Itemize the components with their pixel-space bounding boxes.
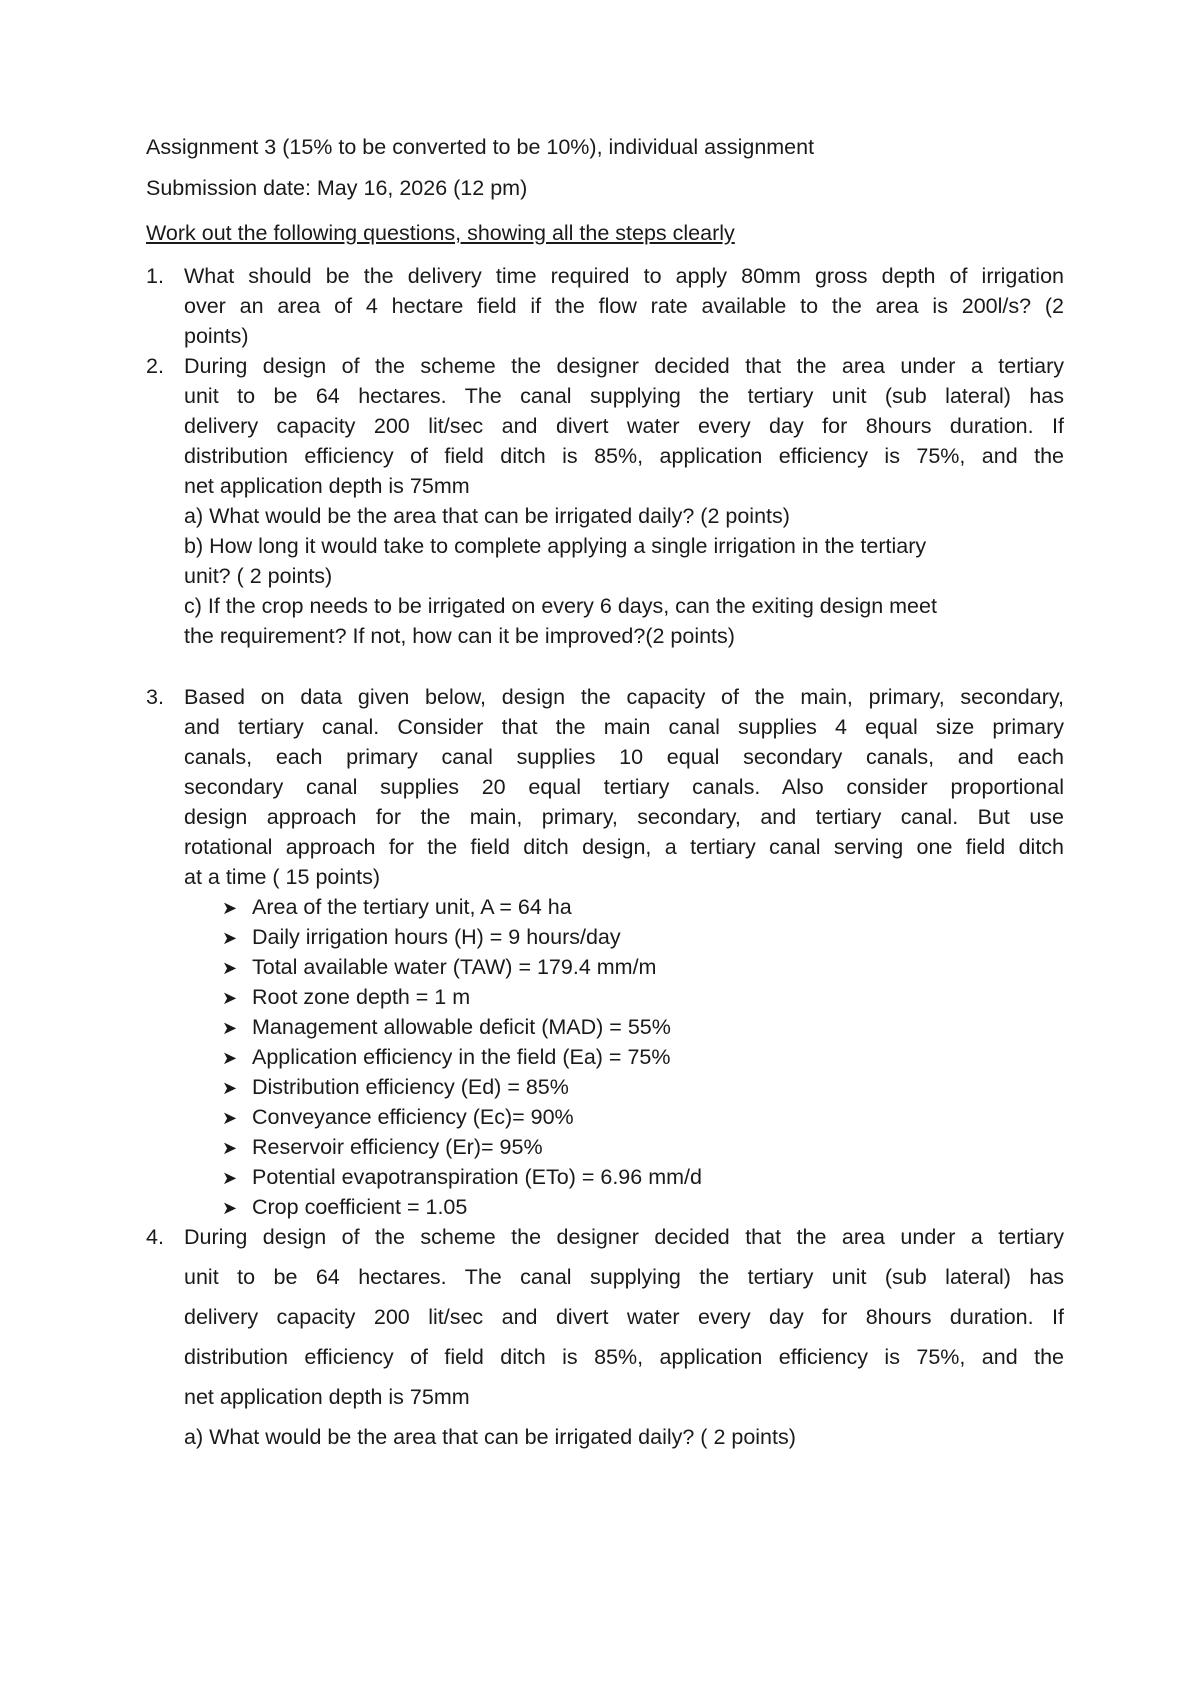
- question-4-line: unit to be 64 hectares. The canal supplying the tertiary unit (sub lateral) has: [184, 1265, 1064, 1289]
- question-3-line: and tertiary canal. Consider that the main canal supplies 4 equal size primary: [184, 715, 1064, 739]
- data-bullet: ➤ Area of the tertiary unit, A = 64 ha: [222, 893, 572, 922]
- question-2a: a) What would be the area that can be irrigated daily? (2 points): [184, 504, 790, 528]
- question-1-line: over an area of 4 hectare field if the flow rate available to the area is 200l/s? (2: [184, 294, 1064, 318]
- question-1-line: points): [184, 324, 249, 348]
- question-4-line: distribution efficiency of field ditch is 85%, application efficiency is 75%, and the: [184, 1345, 1064, 1369]
- data-bullet: ➤ Daily irrigation hours (H) = 9 hours/day: [222, 923, 621, 952]
- arrowhead-bullet-icon: ➤: [222, 1138, 238, 1158]
- arrowhead-bullet-icon: ➤: [222, 898, 238, 918]
- data-bullet: ➤ Root zone depth = 1 m: [222, 983, 470, 1012]
- question-3-line: Based on data given below, design the capacity of the main, primary, secondary,: [184, 685, 1064, 709]
- assignment-title: Assignment 3 (15% to be converted to be 10%), individual assignment: [146, 135, 815, 159]
- data-bullet: ➤ Total available water (TAW) = 179.4 mm/m: [222, 953, 656, 982]
- question-2-line: distribution efficiency of field ditch is 85%, application efficiency is 75%, and the: [184, 444, 1064, 468]
- arrowhead-bullet-icon: ➤: [222, 1048, 238, 1068]
- data-bullet: ➤ Reservoir efficiency (Er)= 95%: [222, 1133, 543, 1162]
- question-1-number: 1.: [146, 264, 164, 288]
- question-2-line: delivery capacity 200 lit/sec and divert water every day for 8hours duration. If: [184, 414, 1064, 438]
- arrowhead-bullet-icon: ➤: [222, 1018, 238, 1038]
- question-3-line: at a time ( 15 points): [184, 865, 380, 889]
- data-bullet: ➤ Potential evapotranspiration (ETo) = 6.96 mm/d: [222, 1163, 702, 1192]
- arrowhead-bullet-icon: ➤: [222, 1168, 238, 1188]
- question-2-number: 2.: [146, 354, 164, 378]
- data-bullet: ➤ Management allowable deficit (MAD) = 55%: [222, 1013, 671, 1042]
- question-2-line: net application depth is 75mm: [184, 474, 470, 498]
- question-4a: a) What would be the area that can be irrigated daily? ( 2 points): [184, 1425, 796, 1449]
- question-4-line: net application depth is 75mm: [184, 1385, 470, 1409]
- question-3-number: 3.: [146, 685, 164, 709]
- instruction-line: Work out the following questions, showing all the steps clearly: [146, 221, 735, 245]
- arrowhead-bullet-icon: ➤: [222, 1108, 238, 1128]
- question-1-line: What should be the delivery time required to apply 80mm gross depth of irrigation: [184, 264, 1064, 288]
- submission-date: Submission date: May 16, 2026 (12 pm): [146, 176, 528, 200]
- question-2c-cont: the requirement? If not, how can it be improved?(2 points): [184, 624, 735, 648]
- question-3-line: secondary canal supplies 20 equal tertiary canals. Also consider proportional: [184, 775, 1064, 799]
- question-2b: b) How long it would take to complete applying a single irrigation in the tertiary: [184, 534, 927, 558]
- question-3-line: rotational approach for the field ditch design, a tertiary canal serving one field ditch: [184, 835, 1064, 859]
- question-2-line: During design of the scheme the designer decided that the area under a tertiary: [184, 354, 1064, 378]
- data-bullet: ➤ Application efficiency in the field (Ea) = 75%: [222, 1043, 671, 1072]
- data-bullet: ➤ Conveyance efficiency (Ec)= 90%: [222, 1103, 574, 1132]
- arrowhead-bullet-icon: ➤: [222, 958, 238, 978]
- arrowhead-bullet-icon: ➤: [222, 1198, 238, 1218]
- question-4-line: During design of the scheme the designer decided that the area under a tertiary: [184, 1225, 1064, 1249]
- arrowhead-bullet-icon: ➤: [222, 928, 238, 948]
- question-3-line: design approach for the main, primary, secondary, and tertiary canal. But use: [184, 805, 1064, 829]
- arrowhead-bullet-icon: ➤: [222, 988, 238, 1008]
- question-2c: c) If the crop needs to be irrigated on every 6 days, can the exiting design meet: [184, 594, 937, 618]
- question-4-number: 4.: [146, 1225, 164, 1249]
- question-3-line: canals, each primary canal supplies 10 equal secondary canals, and each: [184, 745, 1064, 769]
- question-2-line: unit to be 64 hectares. The canal supplying the tertiary unit (sub lateral) has: [184, 384, 1064, 408]
- question-2b-cont: unit? ( 2 points): [184, 564, 333, 588]
- data-bullet: ➤ Distribution efficiency (Ed) = 85%: [222, 1073, 569, 1102]
- data-bullet: ➤ Crop coefficient = 1.05: [222, 1193, 467, 1222]
- arrowhead-bullet-icon: ➤: [222, 1078, 238, 1098]
- question-4-line: delivery capacity 200 lit/sec and divert water every day for 8hours duration. If: [184, 1305, 1064, 1329]
